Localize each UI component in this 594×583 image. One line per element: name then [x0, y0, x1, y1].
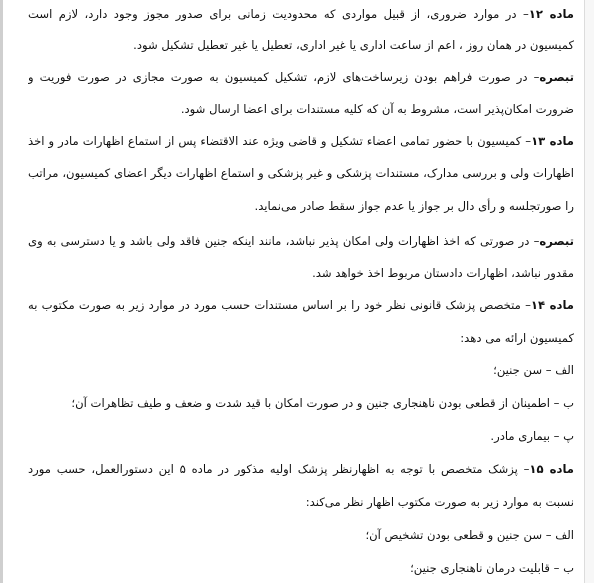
article-14-line-1 [28, 297, 574, 313]
article-14-item-alef [28, 362, 574, 378]
note-13-heading: تبصره [539, 234, 574, 248]
list-item-text: الف – سن جنین و قطعی بودن تشخیص آن؛ [365, 528, 574, 542]
note-13-line-1 [28, 233, 574, 249]
article-14-heading: ماده ۱۴ [530, 298, 574, 312]
article-14-text: – متخصص پزشک قانونی نظر خود را بر اساس مستندات حسب مورد در موارد زیر به صورت مکتوب به [28, 298, 531, 312]
article-13-line-2 [28, 165, 574, 181]
article-12-line-1 [28, 6, 574, 22]
note-12-text: ضرورت امکان‌پذیر است، مشروط به آن که کلیه مستندات برای اعضا ارسال شود. [180, 102, 574, 116]
document-page [28, 0, 574, 583]
article-14-item-be [28, 395, 574, 411]
note-13-text: مقدور نباشد، اظهارات دادستان مربوط اخذ خواهد شد. [312, 266, 574, 280]
list-item-text: ب – قابلیت درمان ناهنجاری جنین؛ [410, 561, 574, 575]
vertical-scrollbar[interactable] [584, 0, 594, 583]
article-12-text: – در موارد ضروری، از قبیل مواردی که محدودیت زمانی برای صدور مجوز وجود دارد، لازم است [28, 7, 529, 21]
note-12-line-1 [28, 69, 574, 85]
article-15-text: – پزشک متخصص با توجه به اظهارنظر پزشک اولیه مذکور در ماده ۵ این دستورالعمل، حسب مورد [28, 462, 530, 476]
article-14-line-2 [28, 330, 574, 346]
note-13-line-2 [28, 265, 574, 281]
article-13-text: اظهارات ولی و بررسی مدارک، مستندات پزشکی و غیر پزشکی و استماع اظهارات دیگر اعضای کمیسیون، مراتب [28, 166, 574, 180]
note-12-heading: تبصره [539, 70, 574, 84]
article-13-text: را صورتجلسه و رأی دال بر جواز یا عدم جواز سقط صادر می‌نماید. [254, 199, 574, 213]
article-15-item-be [28, 560, 574, 576]
article-13-text: – کمیسیون با حضور تمامی اعضاء تشکیل و قاضی ویژه عند الاقتضاء پس از استماع اظهارات مادر و اخذ [28, 134, 532, 148]
note-12-text: – در صورت فراهم بودن زیرساخت‌های لازم، تشکیل کمیسیون به صورت مجازی در صورت فوریت و [28, 70, 540, 84]
note-12-line-2 [28, 101, 574, 117]
list-item-text: پ – بیماری مادر. [490, 429, 574, 443]
article-13-line-1 [28, 133, 574, 149]
article-13-heading: ماده ۱۳ [531, 134, 574, 148]
article-15-heading: ماده ۱۵ [529, 462, 574, 476]
article-15-item-alef [28, 527, 574, 543]
article-15-line-1 [28, 461, 574, 477]
article-14-item-pe [28, 428, 574, 444]
window-left-border [0, 0, 3, 583]
article-13-line-3 [28, 198, 574, 214]
note-13-text: – در صورتی که اخذ اظهارات ولی امکان پذیر نباشد، مانند اینکه جنین فاقد ولی باشد و یا دسترسی به وی [28, 234, 540, 248]
article-12-line-2 [28, 37, 574, 53]
article-12-heading: ماده ۱۲ [528, 7, 574, 21]
list-item-text: ب – اطمینان از قطعی بودن ناهنجاری جنین و در صورت امکان با قید شدت و ضعف و طیف تظاهرات آن؛ [71, 396, 574, 410]
list-item-text: الف – سن جنین؛ [493, 363, 574, 377]
article-15-text: نسبت به موارد زیر به صورت مکتوب اظهار نظر می‌کند: [305, 495, 574, 509]
article-14-text: کمیسیون ارائه می دهد: [460, 331, 574, 345]
article-12-text: کمیسیون در همان روز ، اعم از ساعت اداری یا غیر اداری، تعطیل یا غیر تعطیل تشکیل شود. [133, 38, 574, 52]
article-15-line-2 [28, 494, 574, 510]
